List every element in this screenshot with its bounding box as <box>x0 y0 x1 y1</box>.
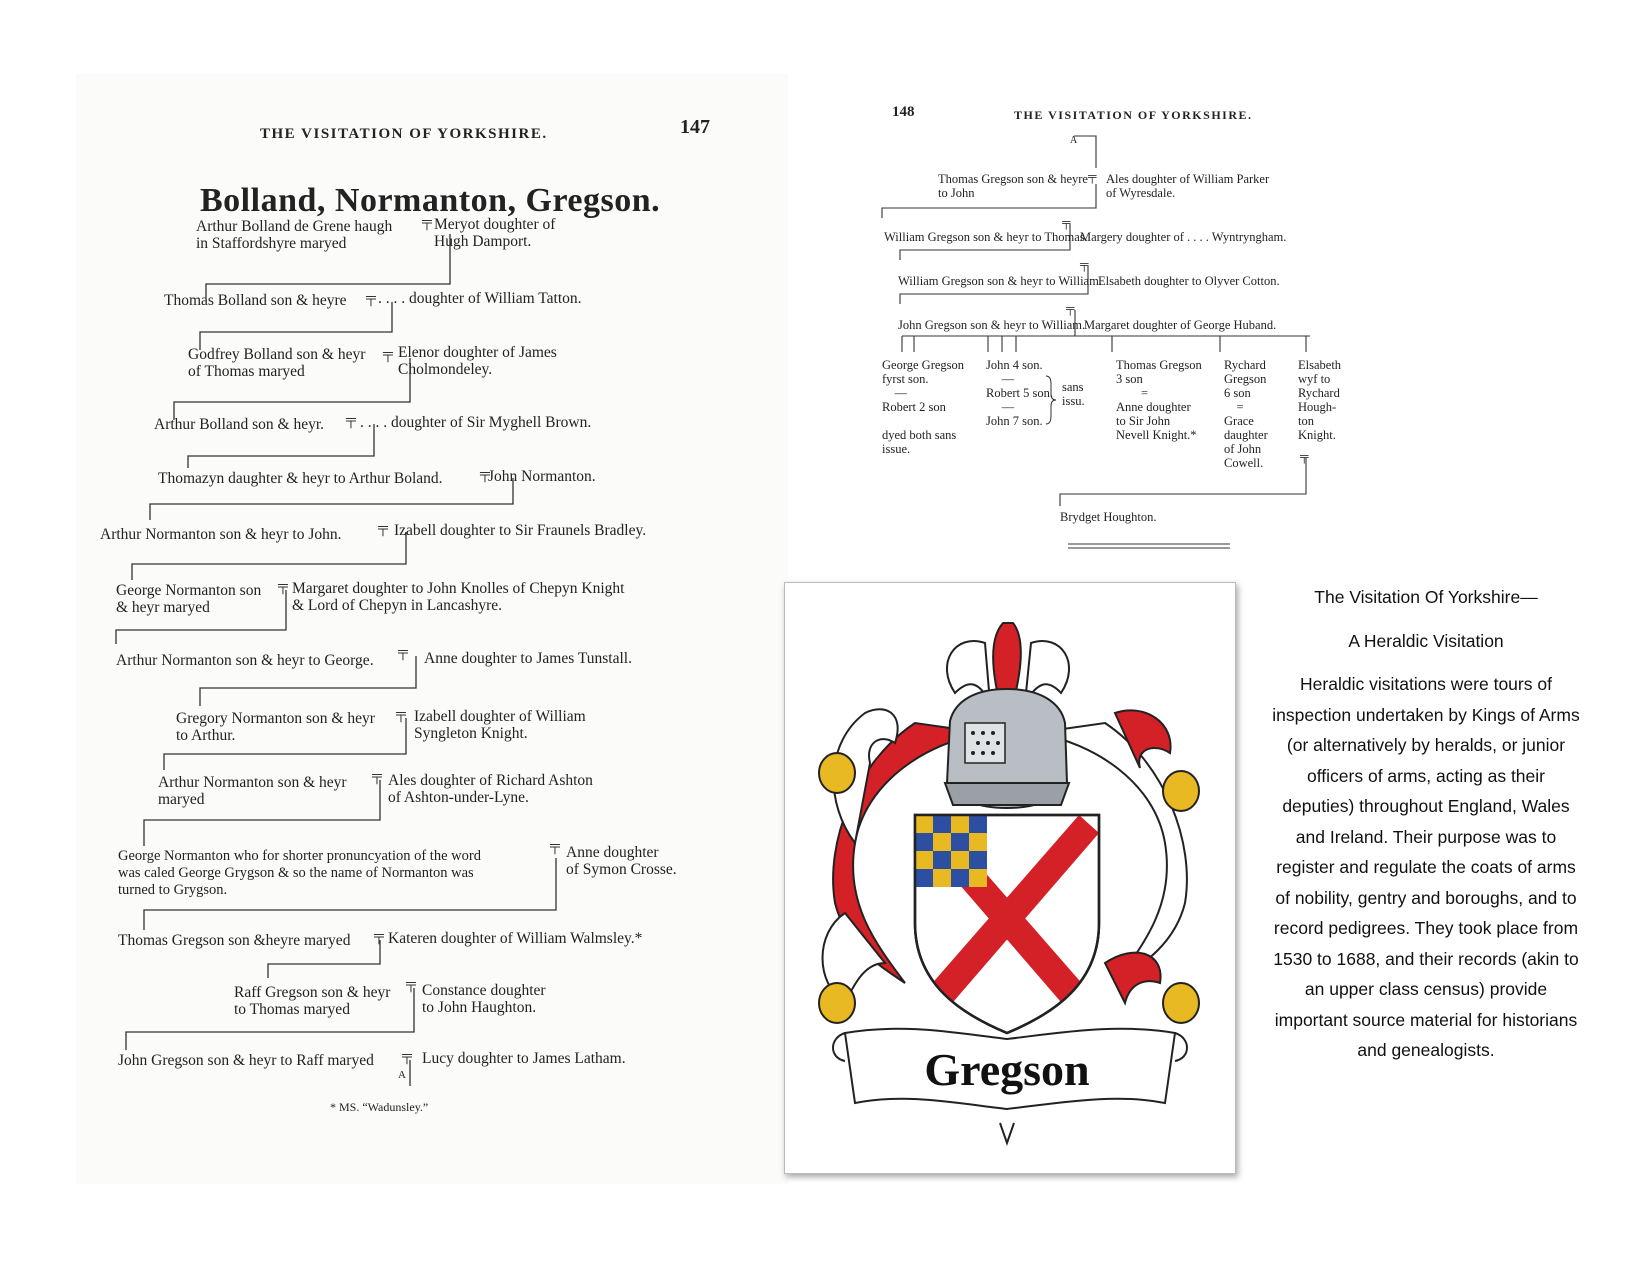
entry-1-right: Meryot doughter of Hugh Damport. <box>434 216 556 250</box>
entry-2-left: Thomas Bolland son & heyre <box>164 292 347 309</box>
entry-10-left: Arthur Normanton son & heyr maryed <box>158 774 347 808</box>
entry-6-right: Izabell doughter to Sir Fraunels Bradley. <box>394 522 647 539</box>
entry-5-right: John Normanton. <box>488 468 596 485</box>
entry-3-left: Godfrey Bolland son & heyr of Thomas maryed <box>188 346 366 380</box>
entry-4-left: John Gregson son & heyr to William. <box>898 318 1086 332</box>
coat-of-arms-image <box>785 583 1235 1173</box>
svg-text:╤: ╤ <box>398 645 408 660</box>
page-147-scan <box>76 74 788 1184</box>
entry-5-left: Thomazyn daughter & heyr to Arthur Boland. <box>158 470 443 487</box>
svg-text:╤: ╤ <box>480 467 490 482</box>
svg-text:╤: ╤ <box>1088 169 1097 183</box>
entry-2-right: Margery doughter of . . . . Wyntryngham. <box>1080 230 1287 244</box>
coat-of-arms-card <box>784 582 1236 1174</box>
entry-2-right: . . . . doughter of William Tatton. <box>378 290 582 307</box>
svg-text:╤: ╤ <box>374 929 384 944</box>
entry-2-left: William Gregson son & heyr to Thomas. <box>884 230 1088 244</box>
svg-text:╤: ╤ <box>366 291 376 306</box>
entry-8-right: Anne doughter to James Tunstall. <box>424 650 632 667</box>
svg-text:╤: ╤ <box>278 579 288 594</box>
child-col-2: John 4 son. — Robert 5 son. — John 7 son. <box>986 358 1054 428</box>
entry-7-left: George Normanton son & heyr maryed <box>116 582 262 616</box>
svg-text:╤: ╤ <box>1080 257 1089 271</box>
pedigree-title: Bolland, Normanton, Gregson. <box>200 182 661 219</box>
entry-4-right: Margaret doughter of George Huband. <box>1084 318 1277 332</box>
page-header: THE VISITATION OF YORKSHIRE. <box>1014 108 1253 122</box>
entry-14-left: John Gregson son & heyr to Raff maryed <box>118 1052 374 1069</box>
panel-title-2: A Heraldic Visitation <box>1348 630 1504 651</box>
entry-11-right: Anne doughter of Symon Crosse. <box>566 844 677 878</box>
svg-text:╤: ╤ <box>1300 449 1309 463</box>
entry-13-left: Raff Gregson son & heyr to Thomas maryed <box>234 984 391 1018</box>
entry-7-right: Margaret doughter to John Knolles of Chepyn Knight & Lord of Chepyn in Lancashyre. <box>292 580 625 614</box>
entry-12-right: Kateren doughter of William Walmsley.* <box>388 930 643 947</box>
crest-name: Gregson <box>924 1044 1090 1095</box>
svg-text:╤: ╤ <box>383 347 393 362</box>
svg-text:╤: ╤ <box>346 413 356 428</box>
entry-13-right: Constance doughter to John Haughton. <box>422 982 546 1016</box>
panel-title-1: The Visitation Of Yorkshire— <box>1314 587 1538 607</box>
entry-1-left: Arthur Bolland de Grene haugh in Staffordshyre maryed <box>196 218 393 252</box>
child-col-5: Elsabeth wyf to Rychard Hough- ton Knight. <box>1298 358 1342 442</box>
svg-text:╤: ╤ <box>396 707 406 722</box>
child-col-1: George Gregson fyrst son. — Robert 2 son dyed both sans issue. <box>882 358 965 456</box>
svg-text:╤: ╤ <box>402 1049 412 1064</box>
entry-3-right: Elenor doughter of James Cholmondeley. <box>398 344 557 378</box>
entry-6-left: Arthur Normanton son & heyr to John. <box>100 526 342 543</box>
child-sans-issue: sans issu. <box>1062 380 1085 408</box>
panel-paragraph: Heraldic visitations were tours of inspection undertaken by Kings of Arms (or alternatively by heralds, or junior officers of arms, acting as their deputies) throughout England, Wales and Ireland. Their purpose was to register and regulate the coats of arms of nobility, gentry and boroughs, and to record pedigrees. They took place from 1530 to 1688, and their records (akin to an upper class census) provide important source material for historians and genealogists. <box>1272 674 1580 1060</box>
entry-3-right: Elsabeth doughter to Olyver Cotton. <box>1098 274 1280 288</box>
page-header: THE VISITATION OF YORKSHIRE. <box>260 126 548 142</box>
svg-text:╤: ╤ <box>1062 215 1071 229</box>
svg-text:╤: ╤ <box>550 839 560 854</box>
page-number: 148 <box>892 104 915 120</box>
svg-text:╤: ╤ <box>378 521 388 536</box>
description-panel <box>1270 582 1582 1079</box>
child-col-3: Thomas Gregson 3 son = Anne doughter to Sir John Nevell Knight.* <box>1116 358 1202 442</box>
helmet <box>945 689 1069 808</box>
entry-9-left: Gregory Normanton son & heyr to Arthur. <box>176 710 375 744</box>
continuation-marker: A <box>1070 135 1078 146</box>
continuation-marker: A <box>398 1069 406 1081</box>
entry-11-left: George Normanton who for shorter pronuncyation of the word was caled George Grygson & so the name of Normanton was turned to Grygson. <box>118 848 481 898</box>
entry-3-left: William Gregson son & heyr to William. <box>898 274 1102 288</box>
entry-14-right: Lucy doughter to James Latham. <box>422 1050 626 1067</box>
entry-8-left: Arthur Normanton son & heyr to George. <box>116 652 374 669</box>
entry-12-left: Thomas Gregson son &heyre maryed <box>118 932 351 949</box>
entry-10-right: Ales doughter of Richard Ashton of Ashton-under-Lyne. <box>388 772 593 806</box>
pedigree-connectors <box>76 74 788 1184</box>
entry-1-right: Ales doughter of William Parker of Wyresdale. <box>1106 172 1270 200</box>
entry-4-right: . . . . doughter of Sir Myghell Brown. <box>360 414 592 431</box>
page-148-scan <box>880 74 1460 564</box>
entry-4-left: Arthur Bolland son & heyr. <box>154 416 325 433</box>
shield <box>915 815 1099 1033</box>
svg-text:╤: ╤ <box>372 769 382 784</box>
footnote: * MS. “Wadunsley.” <box>330 1100 429 1114</box>
page-number: 147 <box>680 116 710 138</box>
child-col-4: Rychard Gregson 6 son = Grace daughter of John Cowell. <box>1224 358 1268 470</box>
grandchild: Brydget Houghton. <box>1060 510 1157 524</box>
svg-text:╤: ╤ <box>422 215 432 230</box>
svg-text:╤: ╤ <box>406 977 416 992</box>
entry-9-right: Izabell doughter of William Syngleton Knight. <box>414 708 586 742</box>
svg-text:╤: ╤ <box>1066 301 1075 315</box>
entry-1-left: Thomas Gregson son & heyre to John <box>938 172 1088 200</box>
